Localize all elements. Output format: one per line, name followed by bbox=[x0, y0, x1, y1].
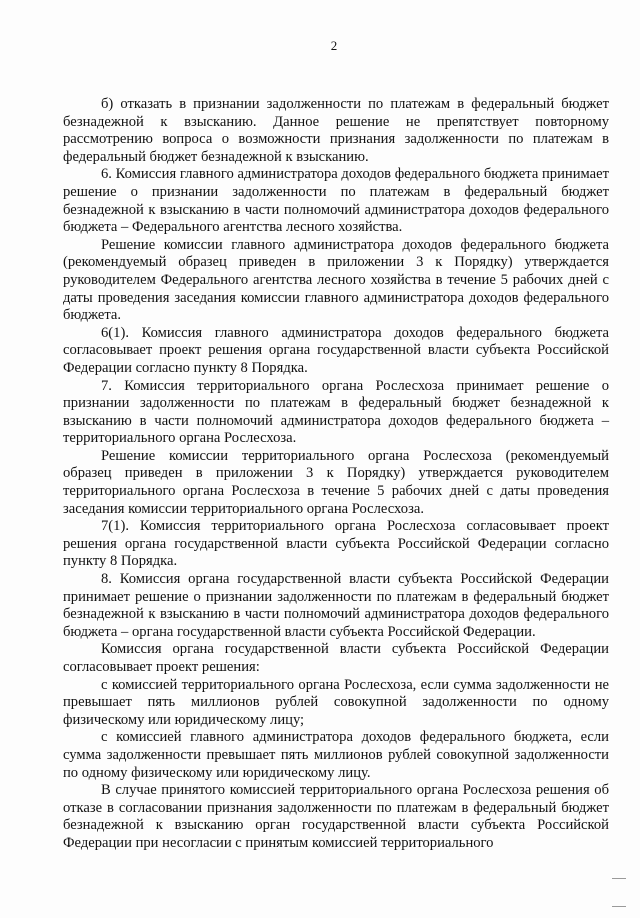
paragraph-8: 8. Комиссия органа государственной власти субъекта Российской Федерации принимает решение о признании задолженности по платежам в федеральный бюджет безнадежной к взысканию в части полномочий администратора доходов федерального бюджета – органа государственной власти субъекта Российской Федерации. bbox=[63, 571, 609, 640]
paragraph-6-1: 6(1). Комиссия главного администратора доходов федерального бюджета согласовывает проект решения органа государственной власти субъекта Российской Федерации согласно пункту 8 Порядка. bbox=[63, 324, 609, 376]
document-body bbox=[63, 96, 609, 853]
paragraph-6-decision: Решение комиссии главного администратора доходов федерального бюджета (рекомендуемый образец приведен в приложении 3 к Порядку) утверждается руководителем Федерального агентства лесного хозяйства в течение 5 рабочих дней с даты проведения заседания комиссии главного администратора доходов федерального бюджета. bbox=[63, 236, 609, 324]
paragraph-7-decision: Решение комиссии территориального органа Рослесхоза (рекомендуемый образец приведен в приложении 3 к Порядку) утверждается руководителем территориального органа Рослесхоза в течение 5 рабочих дней с даты проведения заседания комиссии территориального органа Рослесхоза. bbox=[63, 447, 609, 517]
scan-artifact bbox=[612, 906, 626, 907]
page-number: 2 bbox=[330, 38, 338, 53]
paragraph-6: 6. Комиссия главного администратора доходов федерального бюджета принимает решение о признании задолженности по платежам в федеральный бюджет безнадежной к взысканию в части полномочий администратора доходов федерального бюджета – Федерального агентства лесного хозяйства. bbox=[63, 166, 609, 236]
paragraph-7-1: 7(1). Комиссия территориального органа Рослесхоза согласовывает проект решения органа государственной власти субъекта Российской Федерации согласно пункту 8 Порядка. bbox=[63, 518, 609, 570]
scan-artifact bbox=[612, 878, 626, 879]
paragraph-8-territorial: с комиссией территориального органа Рослесхоза, если сумма задолженности не превышает пять миллионов рублей совокупной задолженности по одному физическому или юридическому лицу; bbox=[63, 676, 609, 728]
paragraph-7: 7. Комиссия территориального органа Рослесхоза принимает решение о признании задолженности по платежам в федеральный бюджет безнадежной к взысканию в части полномочий администратора доходов федерального бюджета – территориального органа Рослесхоза. bbox=[63, 377, 609, 447]
paragraph-8-agreement: Комиссия органа государственной власти субъекта Российской Федерации согласовывает проект решения: bbox=[63, 641, 609, 675]
paragraph-refusal: б) отказать в признании задолженности по платежам в федеральный бюджет безнадежной к взысканию. Данное решение не препятствует повторному рассмотрению вопроса о возможности признания задолженности по платежам в федеральный бюджет безнадежной к взысканию. bbox=[63, 96, 609, 165]
paragraph-refusal-case: В случае принятого комиссией территориального органа Рослесхоза решения об отказе в согласовании признания задолженности по платежам в федеральный бюджет безнадежной к взысканию орган государственной власти субъекта Российской Федерации при несогласии с принятым комиссией территориального bbox=[63, 782, 609, 851]
paragraph-8-main: с комиссией главного администратора доходов федерального бюджета, если сумма задолженности превышает пять миллионов рублей совокупной задолженности по одному физическому или юридическому лицу. bbox=[63, 729, 609, 781]
